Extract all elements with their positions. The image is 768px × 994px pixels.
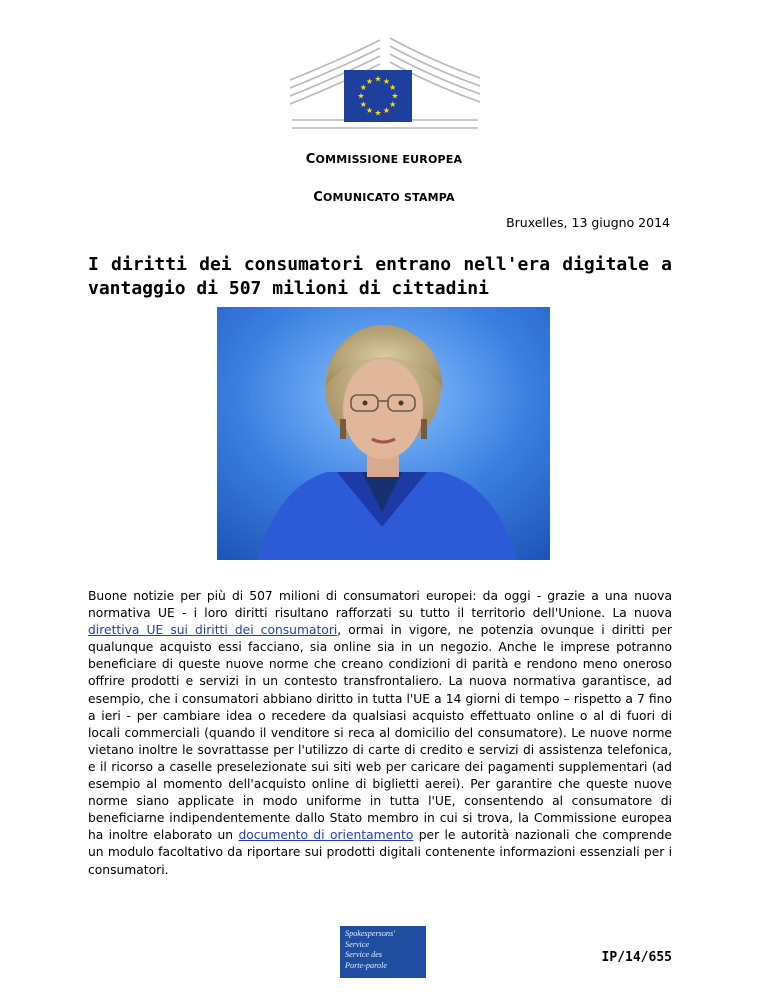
star-icon: ★ [382,106,391,116]
press-release-date: Bruxelles, 13 giugno 2014 [506,215,670,230]
star-icon: ★ [357,91,365,101]
star-icon: ★ [365,76,374,86]
guidance-document-link[interactable]: documento di orientamento [238,828,414,843]
star-icon: ★ [359,83,367,92]
star-icon: ★ [374,108,382,118]
star-icon: ★ [365,106,374,116]
star-icon: ★ [374,74,382,84]
star-icon: ★ [359,100,367,109]
document-type: COMUNICATO STAMPA [313,190,455,205]
spokespersons-service-logo: Spokespersons' Service Service des Porte-parole [340,926,426,978]
star-icon: ★ [389,100,397,109]
body-paragraph: Buone notizie per più di 507 milioni di consumatori europei: da oggi - grazie a una nuova normativa UE - i loro diritti risultano rafforzati su tutto il territorio dell'Unione. La nuova direttiva UE sui diritti dei consumatori, ormai in vigore, ne potenzia ovunque i diritti per qualunque acquisto essi facciano, sia online sia in un negozio. Anche le imprese potranno beneficiare di queste nuove norme che creano condizioni di parità e rendono meno oneroso offrire prodotti e servizi in un contesto transfrontaliero. La nuova normativa garantisce, ad esempio, che i consumatori abbiano diritto in tutta l'UE a 14 giorni di tempo – rispetto a 7 fino a ieri - per cambiare idea o recedere da qualsiasi acquisto effettuato online o al di fuori di locali commerciali (quando il venditore si reca al domicilio del consumatore). Le nuove norme vietano inoltre le sovrattasse per l'utilizzo di carte di credito e servizi di assistenza telefonica, e il ricorso a caselle preselezionate sui siti web per caricare dei pagamenti supplementari (ad esempio al momento dell'acquisto online di biglietti aerei). Per garantire che queste nuove norme siano applicate in modo uniforme in tutta l'UE, consentendo al consumatore di beneficiarne indipendentemente dallo Stato membro in cui si trova, la Commissione europea ha inoltre elaborato un documento di orientamento per le autorità nazionali che comprende un modulo facoltativo da riportare sui prodotti digitali contenente informazioni essenziali per i consumatori. [88,589,672,877]
consumer-rights-directive-link[interactable]: direttiva UE sui diritti dei consumatori [88,623,338,638]
commissioner-photo [217,307,550,560]
press-release-reference: IP/14/655 [601,950,672,965]
star-icon: ★ [391,91,399,101]
european-commission-logo [280,30,490,140]
star-icon: ★ [382,76,391,86]
organization-name: COMMISSIONE EUROPEA [305,152,463,167]
star-icon: ★ [389,83,397,92]
headline: I diritti dei consumatori entrano nell'era digitale a vantaggio di 507 milioni di cittadini [88,254,672,299]
